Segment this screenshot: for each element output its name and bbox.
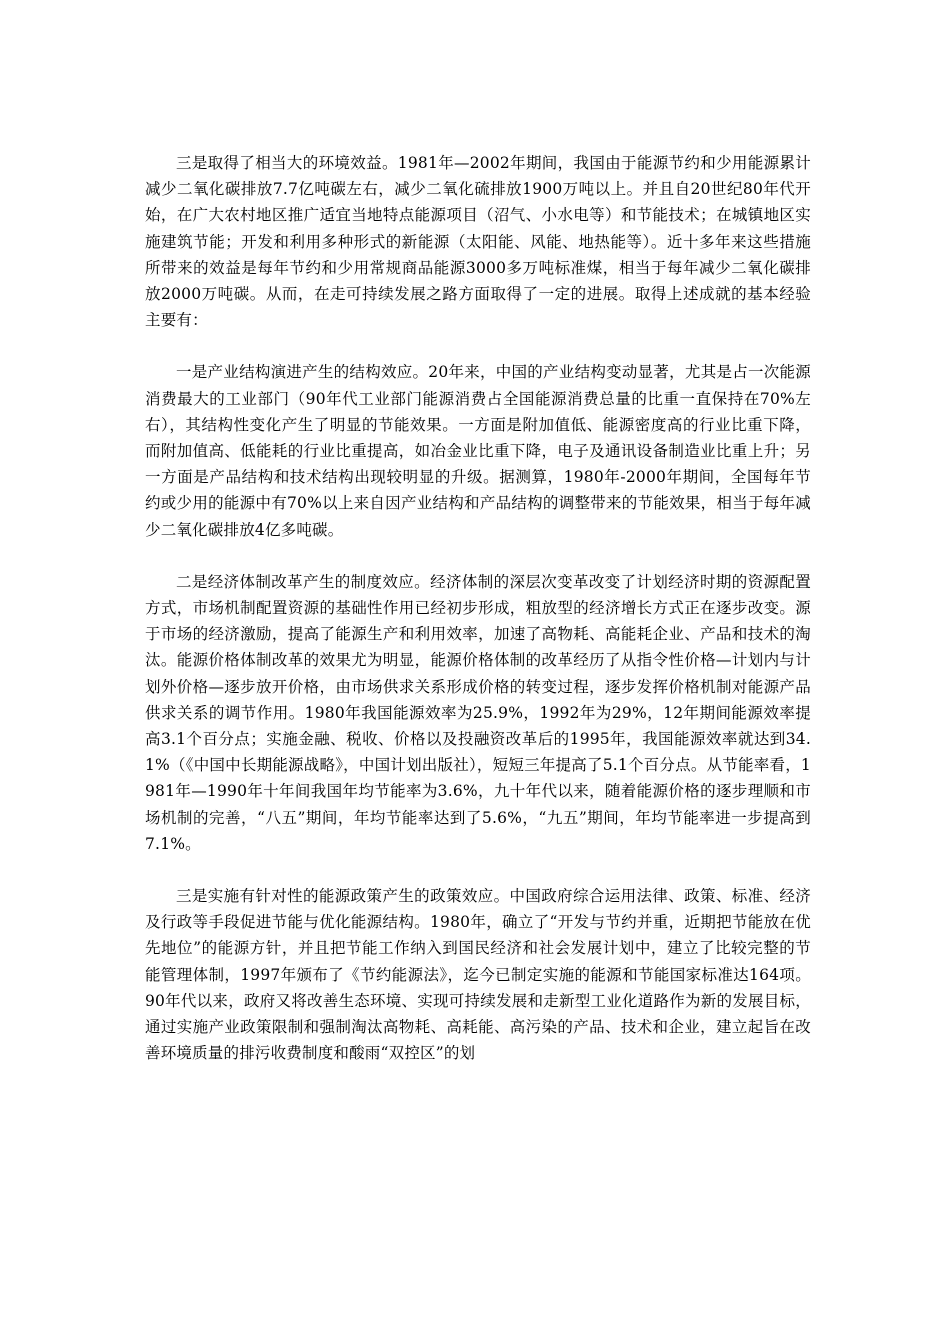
paragraph-structural-effect: 一是产业结构演进产生的结构效应。20年来，中国的产业结构变动显著，尤其是占一次能源消费最大的工业部门（90年代工业部门能源消费占全国能源消费总量的比重一直保持在70%左右），其结构性变化产生了明显的节能效果。一方面是附加值低、能源密度高的行业比重下降，而附加值高、低能耗的行业比重提高，如冶金业比重下降，电子及通讯设备制造业比重上升；另一方面是产品结构和技术结构出现较明显的升级。据测算，1980年-2000年期间，全国每年节约或少用的能源中有70%以上来自因产业结构和产品结构的调整带来的节能效果，相当于每年减少二氧化碳排放4亿多吨碳。 [145,363,811,539]
paragraph-institutional-effect: 二是经济体制改革产生的制度效应。经济体制的深层次变革改变了计划经济时期的资源配置方式，市场机制配置资源的基础性作用已经初步形成，粗放型的经济增长方式正在逐步改变。源于市场的经济激励，提高了能源生产和利用效率，加速了高物耗、高能耗企业、产品和技术的淘汰。能源价格体制改革的效果尤为明显，能源价格体制的改革经历了从指令性价格—计划内与计划外价格—逐步放开价格，由市场供求关系形成价格的转变过程，逐步发挥价格机制对能源产品供求关系的调节作用。1980年我国能源效率为25.9%，1992年为29%，12年期间能源效率提高3.1个百分点；实施金融、税收、价格以及投融资改革后的1995年，我国能源效率就达到34.1%（《中国中长期能源战略》，中国计划出版社），短短三年提高了5.1个百分点。从节能率看，1981年—1990年十年间我国年均节能率为3.6%，九十年代以来，随着能源价格的逐步理顺和市场机制的完善，“八五”期间，年均节能率达到了5.6%，“九五”期间，年均节能率进一步提高到7.1%。 [145,572,811,853]
paragraph-policy-effect: 三是实施有针对性的能源政策产生的政策效应。中国政府综合运用法律、政策、标准、经济及行政等手段促进节能与优化能源结构。1980年，确立了“开发与节约并重，近期把节能放在优先地位”的能源方针，并且把节能工作纳入到国民经济和社会发展计划中，建立了比较完整的节能管理体制，1997年颁布了《节约能源法》，迄今已制定实施的能源和节能国家标准达164项。90年代以来，政府又将改善生态环境、实现可持续发展和走新型工业化道路作为新的发展目标，通过实施产业政策限制和强制淘汰高物耗、高耗能、高污染的产品、技术和企业，建立起旨在改善环境质量的排污收费制度和酸雨“双控区”的划 [145,887,811,1063]
document-page [145,150,811,1091]
paragraph-environmental-benefits: 三是取得了相当大的环境效益。1981年—2002年期间，我国由于能源节约和少用能源累计减少二氧化碳排放7.7亿吨碳左右，减少二氧化硫排放1900万吨以上。并且自20世纪80年代开始，在广大农村地区推广适宜当地特点能源项目（沼气、小水电等）和节能技术；在城镇地区实施建筑节能；开发和利用多种形式的新能源（太阳能、风能、地热能等）。近十多年来这些措施所带来的效益是每年节约和少用常规商品能源3000多万吨标准煤，相当于每年减少二氧化碳排放2000万吨碳。从而，在走可持续发展之路方面取得了一定的进展。取得上述成就的基本经验主要有： [145,154,811,330]
